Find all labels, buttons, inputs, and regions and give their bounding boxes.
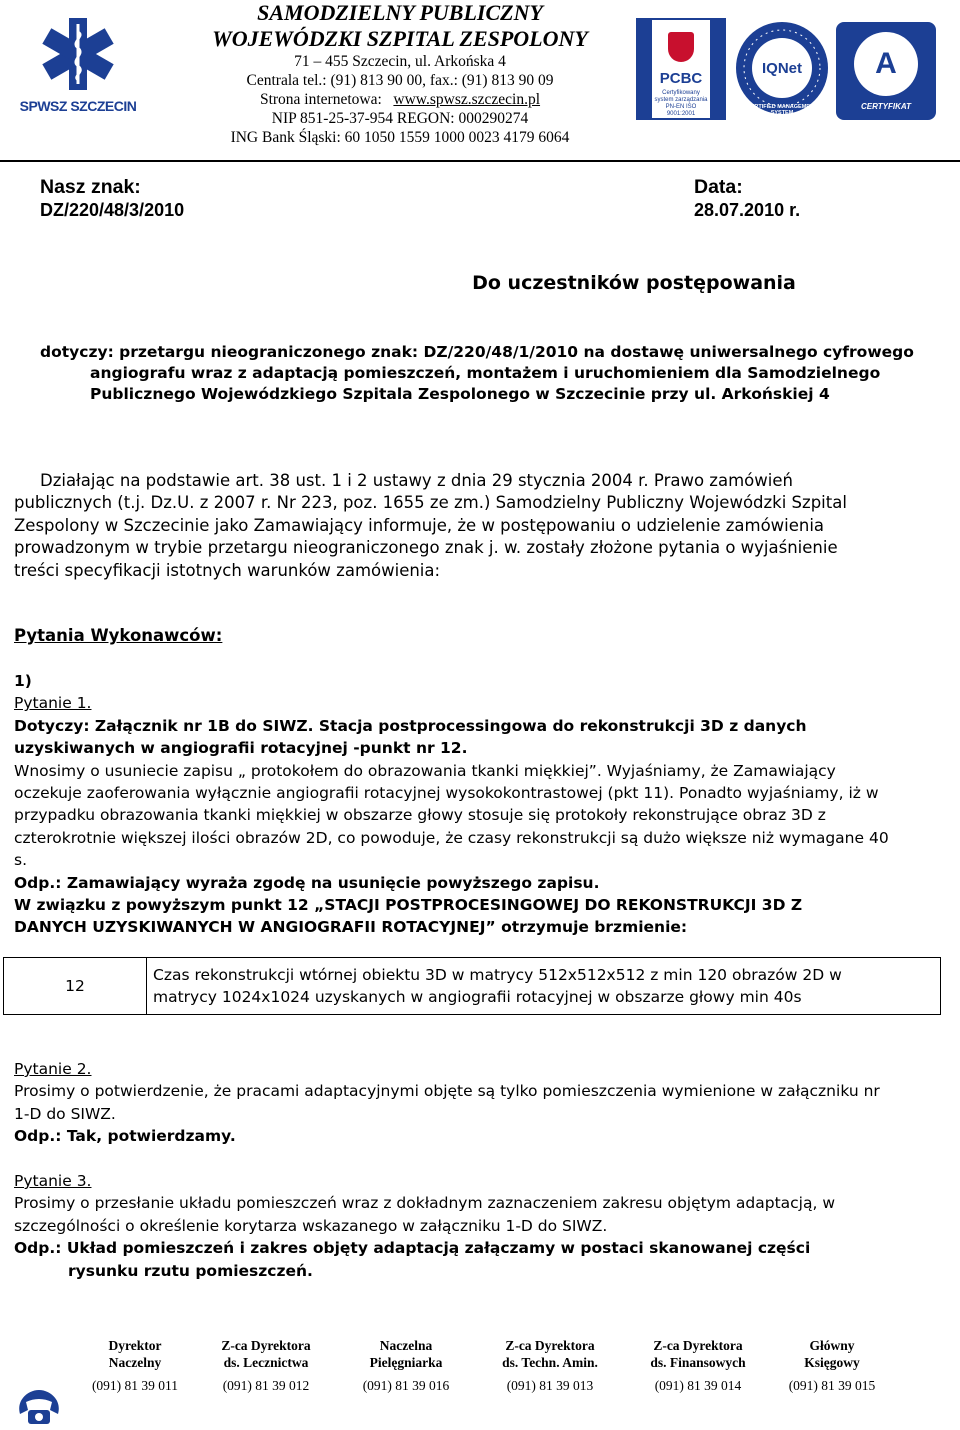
question-text-line: Prosimy o przesłanie układu pomieszczeń wraz z dokładnym zaznaczeniem zakresu objętym adaptacją, w (14, 1194, 836, 1213)
intro-paragraph (14, 470, 944, 582)
question-topic-line: Dotyczy: Załącznik nr 1B do SIWZ. Stacja postprocessingowa do rekonstrukcji 3D z danych (14, 716, 807, 735)
header-website (150, 90, 650, 109)
question-number: 1) (14, 672, 32, 690)
footer-contact (782, 1337, 882, 1394)
header-divider (0, 160, 960, 162)
footer-contact (88, 1337, 182, 1394)
hospital-header (150, 0, 650, 147)
intro-line: prowadzonym w trybie przetargu nieograniczonego znak j. w. zostały złożone pytania o wyjaśnienie (14, 538, 838, 558)
question-text-line: Prosimy o potwierdzenie, że pracami adaptacyjnymi objęte są tylko pomieszczenia wymienione w załączniku nr (14, 1082, 880, 1101)
footer-contact (646, 1337, 750, 1394)
header-bank: ING Bank Śląski: 60 1050 1559 1000 0023 4179 6064 (230, 129, 570, 146)
aq-caption: CERTYFIKAT (861, 102, 911, 111)
contact-phone: (091) 81 39 013 (506, 1378, 594, 1393)
date-value: 28.07.2010 r. (694, 200, 801, 220)
hospital-logo (14, 10, 142, 126)
contact-title: Dyrektor (108, 1338, 162, 1353)
header-title-line2: WOJEWÓDZKI SZPITAL ZESPOLONY (212, 26, 588, 51)
header-address: 71 – 455 Szczecin, ul. Arkońska 4 (294, 53, 506, 70)
question-3 (14, 1170, 944, 1282)
contact-subtitle: Księgowy (804, 1355, 860, 1370)
subject-line2: angiografu wraz z adaptacją pomieszczeń, montażem i uruchomieniem dla Samodzielnego (90, 364, 881, 382)
intro-line: Zespolony w Szczecinie jako Zamawiający informuje, że w postępowaniu o udzielenie zamówienia (14, 515, 825, 535)
question-text-line: 1-D do SIWZ. (14, 1104, 116, 1123)
header-title-line1: SAMODZIELNY PUBLICZNY (257, 0, 543, 25)
question-1 (14, 670, 944, 939)
note-line: W związku z powyższym punkt 12 „STACJI POSTPROCESINGOWEJ DO REKONSTRUKCJI 3D Z (14, 896, 803, 915)
question-text-line: s. (14, 851, 28, 870)
answer: Odp.: Układ pomieszczeń i zakres objęty adaptacją załączamy w postaci skanowanej części (14, 1239, 811, 1258)
requirement-text (147, 958, 941, 1015)
question-text-line: Wnosimy o usuniecie zapisu „ protokołem do obrazowania tkanki miękkiej”. Wyjaśniamy, że Zamawiający (14, 761, 836, 780)
requirement-line: matrycy 1024x1024 uzyskanych w angiografii rotacyjnej w obszarze głowy min 40s (153, 988, 802, 1006)
questions-heading: Pytania Wykonawców: (14, 626, 223, 645)
iqnet-certificate-logo (734, 18, 830, 120)
contact-subtitle: ds. Finansowych (650, 1355, 746, 1370)
phone-handset-icon (14, 1386, 64, 1426)
pcbc-mark: PCBC (659, 70, 703, 87)
note-line: DANYCH UZYSKIWANYCH W ANGIOGRAFII ROTACYJNEJ” otrzymuje brzmienie: (14, 918, 688, 937)
contact-title: Z-ca Dyrektora (505, 1338, 595, 1353)
requirement-line: Czas rekonstrukcji wtórnej obiektu 3D w matrycy 512x512x512 z min 120 obrazów 2D w (153, 966, 842, 984)
question-2 (14, 1058, 944, 1148)
eagle-emblem-icon (668, 32, 694, 62)
question-label: Pytanie 3. (14, 1172, 92, 1190)
contact-title: Z-ca Dyrektora (221, 1338, 311, 1353)
intro-line: Działając na podstawie art. 38 ust. 1 i 2 ustawy z dnia 29 stycznia 2004 r. Prawo zamówień (40, 471, 793, 490)
contact-phone: (091) 81 39 016 (362, 1378, 450, 1393)
requirement-number: 12 (4, 958, 147, 1015)
question-text-line: czterokrotnie większej ilości obrazów 2D, co powoduje, że czasy rekonstrukcji są dużo większe niż wymagane 40 (14, 828, 889, 847)
footer-contact (498, 1337, 602, 1394)
footer-contact (356, 1337, 456, 1394)
website-label: Strona internetowa: (259, 91, 382, 108)
intro-line: treści specyfikacji istotnych warunków zamówienia: (14, 560, 441, 580)
contact-title: Z-ca Dyrektora (653, 1338, 743, 1353)
pcbc-caption: Certyfikowany system zarządzania PN-EN ISO 9001:2001 (654, 90, 708, 117)
contact-subtitle: Pielęgniarka (369, 1355, 443, 1370)
requirement-table (3, 957, 941, 1015)
header-phones: Centrala tel.: (91) 813 90 00, fax.: (91) 813 90 09 (246, 72, 554, 89)
answer-continuation: rysunku rzutu pomieszczeń. (68, 1261, 313, 1280)
header-nip-regon: NIP 851-25-37-954 REGON: 000290274 (271, 110, 529, 127)
addressee: Do uczestników postępowania (472, 272, 796, 294)
answer: Odp.: Tak, potwierdzamy. (14, 1127, 236, 1146)
contact-phone: (091) 81 39 015 (788, 1378, 876, 1393)
intro-line: publicznych (t.j. Dz.U. z 2007 r. Nr 223, poz. 1655 ze zm.) Samodzielny Publiczny Wojewódzki Szpital (14, 493, 847, 513)
pcbc-certificate-logo (636, 18, 726, 120)
aq-certificate-logo: A CERTYFIKAT (836, 22, 936, 120)
question-label: Pytanie 2. (14, 1060, 92, 1078)
subject (40, 342, 940, 405)
contact-title: Główny (809, 1338, 855, 1353)
question-label: Pytanie 1. (14, 694, 92, 713)
question-topic-line: uzyskiwanych w angiografii rotacyjnej -punkt nr 12. (14, 739, 468, 758)
iqnet-mark: IQNet (761, 60, 802, 77)
subject-line1: dotyczy: przetargu nieograniczonego znak: DZ/220/48/1/2010 na dostawę uniwersalnego cyfrowego (40, 343, 914, 361)
contact-phone: (091) 81 39 011 (91, 1378, 179, 1393)
contact-subtitle: ds. Techn. Amin. (502, 1355, 598, 1370)
contact-subtitle: Naczelny (108, 1355, 162, 1370)
contact-phone: (091) 81 39 012 (222, 1378, 310, 1393)
question-text-line: oczekuje zaoferowania wyłącznie angiografii rotacyjnej wysokokontrastowej (pkt 11). Ponadto wyjaśniamy, iż w (14, 784, 879, 803)
logo-text: SPWSZ SZCZECIN (19, 98, 137, 114)
question-text-line: szczególności o określenie korytarza wskazanego w załączniku 1-D do SIWZ. (14, 1216, 608, 1235)
answer: Odp.: Zamawiający wyraża zgodę na usunięcie powyższego zapisu. (14, 873, 600, 892)
contact-subtitle: ds. Lecznictwa (223, 1355, 309, 1370)
our-ref-value: DZ/220/48/3/2010 (40, 200, 185, 220)
iqnet-caption: CERTIFIED MANAGEMENT SYSTEM (746, 104, 818, 116)
subject-line3: Publicznego Wojewódzkiego Szpitala Zespolonego w Szczecinie przy ul. Arkońskiej 4 (90, 385, 830, 403)
website-link[interactable]: www.spwsz.szczecin.pl (393, 91, 541, 108)
contact-title: Naczelna (379, 1338, 433, 1353)
table-row (4, 958, 941, 1015)
date-label: Data: (694, 176, 743, 198)
footer-contact (216, 1337, 316, 1394)
question-text-line: przypadku obrazowania tkanki miękkiej w obszarze głowy stosuje się protokoły rekonstrujące obraz 3D z (14, 806, 826, 825)
contact-phone: (091) 81 39 014 (654, 1378, 742, 1393)
our-ref-label: Nasz znak: (40, 176, 141, 198)
